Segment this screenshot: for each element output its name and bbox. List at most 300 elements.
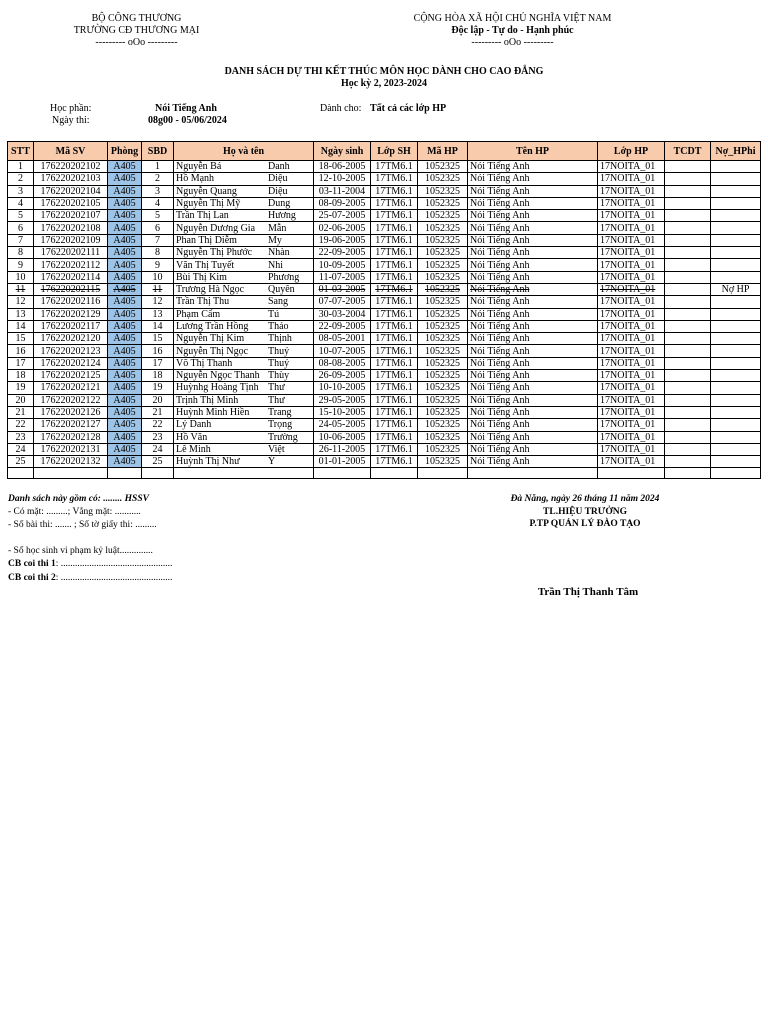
cell-full-name [174, 308, 314, 320]
cell-home-class: 17TM6.1 [371, 370, 418, 382]
cell-student-id: 176220202131 [34, 443, 108, 455]
cell-home-class: 17TM6.1 [371, 345, 418, 357]
family-middle-name: Trần Thị Thu [176, 296, 230, 308]
table-row [8, 406, 761, 418]
cell-tcdt [665, 406, 711, 418]
cell-course-class: 17NOITA_01 [598, 394, 665, 406]
cell-seat-number: 19 [142, 382, 174, 394]
cell-student-id: 176220202115 [34, 283, 108, 295]
proctor-2-label: CB coi thi 2 [8, 573, 56, 583]
cell-full-name [174, 333, 314, 345]
cell-course-name: Nói Tiếng Anh [468, 370, 598, 382]
national-motto-block [380, 13, 645, 49]
given-name: Trọng [268, 419, 293, 431]
cell-student-id: 176220202117 [34, 320, 108, 332]
cell-full-name [174, 185, 314, 197]
table-row [8, 234, 761, 246]
cell-stt: 11 [8, 283, 34, 295]
cell-course-name: Nói Tiếng Anh [468, 247, 598, 259]
table-row [8, 357, 761, 369]
cell-seat-number: 14 [142, 320, 174, 332]
cell-tcdt [665, 357, 711, 369]
table-row [8, 197, 761, 209]
cell-home-class: 17TM6.1 [371, 419, 418, 431]
cell-student-id: 176220202109 [34, 234, 108, 246]
cell-stt: 3 [8, 185, 34, 197]
cell-full-name [174, 197, 314, 209]
cell-stt: 20 [8, 394, 34, 406]
col-header-stt: STT [8, 142, 34, 161]
cell-stt: 16 [8, 345, 34, 357]
cell-birth-date: 19-06-2005 [314, 234, 371, 246]
cell-course-class: 17NOITA_01 [598, 382, 665, 394]
cell-room: A405 [108, 406, 142, 418]
cell-full-name [174, 406, 314, 418]
cell-tcdt [665, 210, 711, 222]
family-middle-name: Trịnh Thị Minh [176, 394, 239, 406]
cell-course-code: 1052325 [418, 382, 468, 394]
present-absent-line: - Có mặt: .........; Vắng mặt: ........... [8, 507, 141, 517]
cell-home-class: 17TM6.1 [371, 161, 418, 173]
cell-home-class: 17TM6.1 [371, 357, 418, 369]
cell-course-name: Nói Tiếng Anh [468, 382, 598, 394]
given-name: Thảo [268, 321, 289, 332]
cell-birth-date: 10-06-2005 [314, 431, 371, 443]
cell-birth-date: 10-10-2005 [314, 382, 371, 394]
cell-stt: 25 [8, 456, 34, 468]
family-middle-name: Lương Trần Hồng [176, 321, 249, 332]
table-row [8, 443, 761, 455]
cell-room: A405 [108, 296, 142, 308]
cell-student-id: 176220202102 [34, 161, 108, 173]
cell-student-id: 176220202112 [34, 259, 108, 271]
audience-label: Dành cho: [320, 103, 362, 114]
empty-cell [665, 468, 711, 479]
cell-tcdt [665, 173, 711, 185]
cell-room: A405 [108, 394, 142, 406]
table-row [8, 320, 761, 332]
family-middle-name: Lý Danh [176, 419, 212, 431]
cell-seat-number: 9 [142, 259, 174, 271]
cell-course-name: Nói Tiếng Anh [468, 333, 598, 345]
cell-room: A405 [108, 173, 142, 185]
cell-birth-date: 26-11-2005 [314, 443, 371, 455]
cell-course-code: 1052325 [418, 283, 468, 295]
cell-room: A405 [108, 382, 142, 394]
proctor-2-blank: : ............................................... [55, 573, 173, 583]
cell-full-name [174, 234, 314, 246]
violation-line: - Số học sinh vi phạm kỷ luật.............. [8, 546, 153, 556]
cell-room: A405 [108, 419, 142, 431]
motto: Độc lập - Tự do - Hạnh phúc [451, 25, 574, 36]
col-header-home-class: Lớp SH [371, 142, 418, 161]
cell-home-class: 17TM6.1 [371, 210, 418, 222]
cell-birth-date: 08-09-2005 [314, 197, 371, 209]
cell-course-class: 17NOITA_01 [598, 247, 665, 259]
cell-course-code: 1052325 [418, 333, 468, 345]
cell-full-name [174, 357, 314, 369]
family-middle-name: Nguyễn Thị Ngọc [176, 345, 249, 357]
cell-course-code: 1052325 [418, 271, 468, 283]
cell-full-name [174, 320, 314, 332]
col-header-course-name: Tên HP [468, 142, 598, 161]
course-label: Học phần: [50, 103, 92, 114]
cell-room: A405 [108, 271, 142, 283]
cell-tcdt [665, 456, 711, 468]
cell-home-class: 17TM6.1 [371, 382, 418, 394]
cell-stt: 21 [8, 406, 34, 418]
cell-seat-number: 12 [142, 296, 174, 308]
cell-course-class: 17NOITA_01 [598, 443, 665, 455]
cell-course-class: 17NOITA_01 [598, 419, 665, 431]
right-ornament-rule: --------- oOo --------- [471, 37, 554, 48]
cell-course-code: 1052325 [418, 247, 468, 259]
table-row [8, 185, 761, 197]
table-row [8, 247, 761, 259]
cell-seat-number: 23 [142, 431, 174, 443]
table-row [8, 283, 761, 295]
cell-seat-number: 15 [142, 333, 174, 345]
cell-full-name [174, 271, 314, 283]
given-name: Hương [268, 210, 296, 222]
table-row [8, 456, 761, 468]
cell-full-name [174, 419, 314, 431]
cell-student-id: 176220202104 [34, 185, 108, 197]
cell-fee-debt [711, 296, 761, 308]
issuer-block [40, 13, 233, 49]
table-row [8, 259, 761, 271]
given-name: Thư [268, 394, 285, 406]
cell-course-name: Nói Tiếng Anh [468, 296, 598, 308]
empty-cell [598, 468, 665, 479]
given-name: Thùy [268, 370, 290, 382]
family-middle-name: Nguyễn Thị Kim [176, 333, 245, 345]
cell-course-name: Nói Tiếng Anh [468, 394, 598, 406]
cell-room: A405 [108, 345, 142, 357]
cell-birth-date: 30-03-2004 [314, 308, 371, 320]
cell-birth-date: 03-11-2004 [314, 185, 371, 197]
title-semester: Học kỳ 2, 2023-2024 [340, 78, 428, 89]
cell-room: A405 [108, 308, 142, 320]
cell-seat-number: 13 [142, 308, 174, 320]
cell-tcdt [665, 283, 711, 295]
family-middle-name: Nguyễn Dương Gia [176, 222, 256, 234]
family-middle-name: Trương Hà Ngọc [176, 284, 245, 296]
col-header-course-code: Mã HP [418, 142, 468, 161]
cell-course-code: 1052325 [418, 161, 468, 173]
table-row [8, 308, 761, 320]
cell-room: A405 [108, 320, 142, 332]
cell-full-name [174, 210, 314, 222]
family-middle-name: Huỳnh Thị Như [176, 456, 240, 468]
cell-birth-date: 26-09-2005 [314, 370, 371, 382]
cell-stt: 13 [8, 308, 34, 320]
cell-birth-date: 08-05-2001 [314, 333, 371, 345]
cell-full-name [174, 431, 314, 443]
cell-seat-number: 20 [142, 394, 174, 406]
col-header-full-name: Họ và tên [174, 142, 314, 161]
family-middle-name: Lê Minh [176, 443, 211, 455]
cell-course-code: 1052325 [418, 443, 468, 455]
cell-seat-number: 2 [142, 173, 174, 185]
proctor-1-label: CB coi thi 1 [8, 559, 56, 569]
table-row [8, 161, 761, 173]
cell-course-name: Nói Tiếng Anh [468, 222, 598, 234]
cell-full-name [174, 296, 314, 308]
cell-fee-debt [711, 222, 761, 234]
signature-block [450, 493, 720, 531]
family-middle-name: Nguyễn Quang [176, 185, 237, 197]
family-middle-name: Huỳnh Minh Hiền [176, 407, 250, 419]
cell-seat-number: 21 [142, 406, 174, 418]
cell-course-code: 1052325 [418, 185, 468, 197]
cell-stt: 19 [8, 382, 34, 394]
cell-home-class: 17TM6.1 [371, 247, 418, 259]
cell-birth-date: 12-10-2005 [314, 173, 371, 185]
cell-birth-date: 22-09-2005 [314, 247, 371, 259]
cell-student-id: 176220202121 [34, 382, 108, 394]
cell-room: A405 [108, 210, 142, 222]
cell-seat-number: 5 [142, 210, 174, 222]
cell-fee-debt: Nợ HP [711, 283, 761, 295]
cell-birth-date: 01-03-2005 [314, 283, 371, 295]
given-name: Thuý [268, 357, 290, 369]
given-name: Ý [268, 456, 276, 468]
cell-fee-debt [711, 382, 761, 394]
family-middle-name: Nguyễn Bá [176, 161, 222, 173]
cell-course-name: Nói Tiếng Anh [468, 431, 598, 443]
given-name: Mẫn [268, 222, 287, 234]
cell-student-id: 176220202105 [34, 197, 108, 209]
cell-home-class: 17TM6.1 [371, 431, 418, 443]
cell-room: A405 [108, 456, 142, 468]
cell-full-name [174, 394, 314, 406]
cell-room: A405 [108, 247, 142, 259]
cell-stt: 8 [8, 247, 34, 259]
exam-date-value: 08g00 - 05/06/2024 [148, 115, 227, 126]
cell-student-id: 176220202125 [34, 370, 108, 382]
empty-cell [108, 468, 142, 479]
given-name: Nhi [268, 259, 283, 271]
cell-course-class: 17NOITA_01 [598, 185, 665, 197]
cell-fee-debt [711, 197, 761, 209]
cell-student-id: 176220202111 [34, 247, 108, 259]
cell-stt: 9 [8, 259, 34, 271]
cell-stt: 24 [8, 443, 34, 455]
exam-date-label: Ngày thi: [52, 115, 90, 126]
cell-course-code: 1052325 [418, 197, 468, 209]
given-name: Phương [268, 271, 300, 283]
empty-cell [468, 468, 598, 479]
cell-course-class: 17NOITA_01 [598, 222, 665, 234]
cell-course-code: 1052325 [418, 419, 468, 431]
school-name: TRƯỜNG CĐ THƯƠNG MẠI [73, 25, 200, 36]
cell-tcdt [665, 296, 711, 308]
title-main: DANH SÁCH DỰ THI KẾT THÚC MÔN HỌC DÀNH CHO CAO ĐẲNG [224, 66, 544, 77]
cell-course-class: 17NOITA_01 [598, 271, 665, 283]
cell-course-class: 17NOITA_01 [598, 406, 665, 418]
cell-fee-debt [711, 234, 761, 246]
family-middle-name: Võ Thị Thanh [176, 357, 233, 369]
cell-course-class: 17NOITA_01 [598, 456, 665, 468]
left-ornament-rule: --------- oOo --------- [95, 37, 178, 48]
cell-course-code: 1052325 [418, 308, 468, 320]
paper-count-line: - Số bài thi: ....... ; Số tờ giấy thi: ......... [8, 520, 157, 530]
cell-room: A405 [108, 283, 142, 295]
cell-fee-debt [711, 345, 761, 357]
cell-course-code: 1052325 [418, 259, 468, 271]
cell-course-class: 17NOITA_01 [598, 210, 665, 222]
cell-course-code: 1052325 [418, 210, 468, 222]
cell-course-class: 17NOITA_01 [598, 431, 665, 443]
cell-student-id: 176220202107 [34, 210, 108, 222]
col-header-fee-debt: Nợ_HPhi [711, 142, 761, 161]
table-row [8, 173, 761, 185]
given-name: Thư [268, 382, 285, 394]
cell-birth-date: 02-06-2005 [314, 222, 371, 234]
cell-full-name [174, 247, 314, 259]
cell-tcdt [665, 345, 711, 357]
cell-student-id: 176220202122 [34, 394, 108, 406]
cell-full-name [174, 456, 314, 468]
cell-student-id: 176220202132 [34, 456, 108, 468]
table-row [8, 345, 761, 357]
given-name: Diệu [268, 173, 288, 185]
cell-home-class: 17TM6.1 [371, 259, 418, 271]
cell-full-name [174, 345, 314, 357]
cell-home-class: 17TM6.1 [371, 333, 418, 345]
signer-name: Trần Thị Thanh Tâm [537, 586, 639, 598]
cell-course-name: Nói Tiếng Anh [468, 234, 598, 246]
cell-course-name: Nói Tiếng Anh [468, 443, 598, 455]
cell-home-class: 17TM6.1 [371, 308, 418, 320]
cell-fee-debt [711, 185, 761, 197]
family-middle-name: Hồ Mạnh [176, 173, 215, 185]
cell-course-name: Nói Tiếng Anh [468, 345, 598, 357]
cell-tcdt [665, 271, 711, 283]
ministry-name: BỘ CÔNG THƯƠNG [91, 13, 182, 24]
cell-fee-debt [711, 259, 761, 271]
cell-birth-date: 29-05-2005 [314, 394, 371, 406]
table-row [8, 296, 761, 308]
col-header-seat-number: SBD [142, 142, 174, 161]
cell-course-code: 1052325 [418, 431, 468, 443]
family-middle-name: Nguyễn Ngọc Thanh [176, 370, 260, 382]
col-header-birth-date: Ngày sinh [314, 142, 371, 161]
cell-seat-number: 7 [142, 234, 174, 246]
cell-birth-date: 25-07-2005 [314, 210, 371, 222]
cell-course-name: Nói Tiếng Anh [468, 283, 598, 295]
cell-fee-debt [711, 271, 761, 283]
cell-course-code: 1052325 [418, 357, 468, 369]
cell-tcdt [665, 161, 711, 173]
cell-birth-date: 11-07-2005 [314, 271, 371, 283]
given-name: Nhàn [268, 247, 290, 259]
cell-tcdt [665, 370, 711, 382]
cell-fee-debt [711, 370, 761, 382]
cell-course-name: Nói Tiếng Anh [468, 259, 598, 271]
cell-course-name: Nói Tiếng Anh [468, 456, 598, 468]
given-name: Thịnh [268, 333, 292, 345]
cell-fee-debt [711, 247, 761, 259]
cell-stt: 23 [8, 431, 34, 443]
cell-room: A405 [108, 259, 142, 271]
col-header-student-id: Mã SV [34, 142, 108, 161]
cell-course-class: 17NOITA_01 [598, 283, 665, 295]
cell-course-class: 17NOITA_01 [598, 296, 665, 308]
cell-room: A405 [108, 370, 142, 382]
cell-course-code: 1052325 [418, 320, 468, 332]
family-middle-name: Phạm Cẩm [176, 308, 221, 320]
cell-fee-debt [711, 320, 761, 332]
family-middle-name: Phan Thị Diễm [176, 234, 237, 246]
cell-birth-date: 01-01-2005 [314, 456, 371, 468]
proctor-1-blank: : ............................................... [55, 559, 173, 569]
cell-course-code: 1052325 [418, 222, 468, 234]
cell-room: A405 [108, 161, 142, 173]
family-middle-name: Hồ Văn [176, 431, 208, 443]
cell-stt: 6 [8, 222, 34, 234]
cell-stt: 14 [8, 320, 34, 332]
family-middle-name: Huỳnhg Hoàng Tịnh [176, 382, 259, 394]
empty-cell [34, 468, 108, 479]
cell-course-class: 17NOITA_01 [598, 345, 665, 357]
exam-roster-table [7, 141, 761, 479]
cell-student-id: 176220202114 [34, 271, 108, 283]
on-behalf-of: TL.HIỆU TRƯỞNG [543, 506, 627, 517]
cell-tcdt [665, 333, 711, 345]
cell-stt: 17 [8, 357, 34, 369]
cell-tcdt [665, 308, 711, 320]
cell-course-name: Nói Tiếng Anh [468, 271, 598, 283]
cell-course-name: Nói Tiếng Anh [468, 161, 598, 173]
cell-birth-date: 24-05-2005 [314, 419, 371, 431]
cell-tcdt [665, 234, 711, 246]
cell-fee-debt [711, 394, 761, 406]
cell-home-class: 17TM6.1 [371, 296, 418, 308]
cell-birth-date: 08-08-2005 [314, 357, 371, 369]
cell-room: A405 [108, 357, 142, 369]
cell-birth-date: 10-07-2005 [314, 345, 371, 357]
table-row [8, 333, 761, 345]
cell-course-class: 17NOITA_01 [598, 259, 665, 271]
cell-tcdt [665, 185, 711, 197]
given-name: Việt [268, 443, 285, 455]
empty-cell [174, 468, 314, 479]
cell-course-name: Nói Tiếng Anh [468, 419, 598, 431]
cell-tcdt [665, 431, 711, 443]
cell-room: A405 [108, 185, 142, 197]
given-name: Trang [268, 407, 292, 419]
table-row [8, 370, 761, 382]
table-row [8, 394, 761, 406]
given-name: Tú [268, 308, 280, 320]
cell-stt: 7 [8, 234, 34, 246]
cell-room: A405 [108, 333, 142, 345]
cell-course-name: Nói Tiếng Anh [468, 320, 598, 332]
table-body [8, 161, 761, 479]
table-header-row [8, 142, 761, 161]
cell-course-class: 17NOITA_01 [598, 357, 665, 369]
cell-seat-number: 18 [142, 370, 174, 382]
cell-student-id: 176220202108 [34, 222, 108, 234]
col-header-course-class: Lớp HP [598, 142, 665, 161]
cell-seat-number: 16 [142, 345, 174, 357]
table-row [8, 210, 761, 222]
empty-cell [371, 468, 418, 479]
cell-student-id: 176220202120 [34, 333, 108, 345]
proctor-1-line [8, 558, 172, 571]
